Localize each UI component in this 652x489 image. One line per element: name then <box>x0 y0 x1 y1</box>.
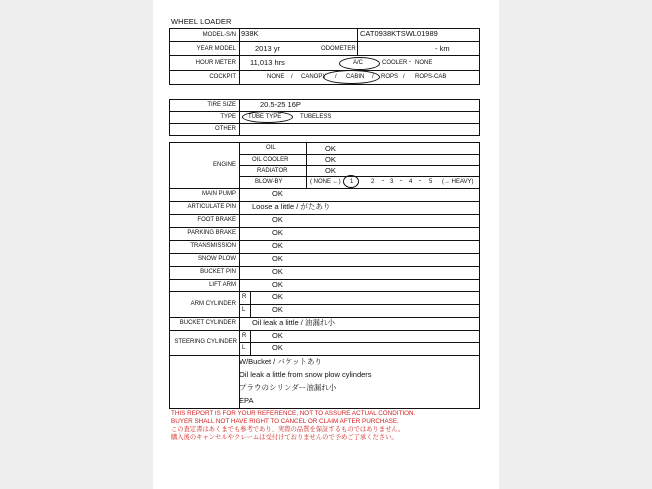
ac-option: A/C <box>353 60 364 66</box>
lift-arm-label: LIFT ARM <box>209 282 236 288</box>
snow-plow-value: OK <box>272 254 283 263</box>
oil-label: OIL <box>266 145 276 151</box>
tire-size-value: 20.5-25 16P <box>260 100 301 109</box>
disclaimer-line: 購入後のキャンセルやクレームは受付けておりませんので予めご了承ください。 <box>171 434 398 441</box>
disclaimer-line: THIS REPORT IS FOR YOUR REFERENCE, NOT TO ASSURE ACTUAL CONDITION. <box>171 410 416 417</box>
hour-meter-label: HOUR METER <box>195 60 236 66</box>
steering-cylinder-l-value: OK <box>272 343 283 352</box>
arm-cylinder-l-label: L <box>242 307 246 313</box>
remark-line: EPA <box>239 396 254 405</box>
remark-line: Oil leak a little from snow plow cylinders <box>239 370 372 379</box>
odometer-value: - km <box>435 44 450 53</box>
steering-cylinder-r-label: R <box>242 333 247 339</box>
tire-type-label: TYPE <box>220 114 236 120</box>
bucket-cylinder-value: Oil leak a little / 油漏れ小 <box>252 318 335 327</box>
cockpit-cabin: CABIN <box>346 74 365 80</box>
blow-by-scale-start: ( NONE ←) <box>310 179 341 185</box>
none-option: NONE <box>415 60 433 66</box>
year-label: YEAR MODEL <box>196 46 236 52</box>
foot-brake-label: FOOT BRAKE <box>197 217 236 223</box>
report-title: WHEEL LOADER <box>171 17 232 26</box>
blow-by-scale-end: (→ HEAVY) <box>442 179 474 185</box>
remark-line: W/Bucket / バケットあり <box>239 357 322 366</box>
bucket-cylinder-label: BUCKET CYLINDER <box>179 320 236 326</box>
parking-brake-value: OK <box>272 228 283 237</box>
model-label: MODEL-S/N <box>202 32 236 38</box>
remark-line: プラウのシリンダー油漏れ小 <box>239 383 337 392</box>
oil-cooler-label: OIL COOLER <box>252 157 289 163</box>
disclaimer-line: BUYER SHALL NOT HAVE RIGHT TO CANCEL OR CLAIM AFTER PURCHASE. <box>171 418 399 425</box>
arm-cylinder-r-label: R <box>242 294 247 300</box>
cooler-option: COOLER <box>382 60 408 66</box>
radiator-label: RADIATOR <box>257 168 288 174</box>
oil-cooler-value: OK <box>325 155 336 164</box>
cockpit-rops: ROPS <box>381 74 399 80</box>
blow-by-level-3: 3 <box>390 179 394 185</box>
lift-arm-value: OK <box>272 280 283 289</box>
year-value: 2013 yr <box>255 44 281 53</box>
arm-cylinder-label: ARM CYLINDER <box>190 301 236 307</box>
bucket-pin-label: BUCKET PIN <box>200 269 236 275</box>
cockpit-rops-cab: ROPS-CAB <box>415 74 447 80</box>
radiator-value: OK <box>325 166 336 175</box>
tubeless-option: TUBELESS <box>300 114 332 120</box>
blow-by-level-2: 2 <box>371 179 375 185</box>
foot-brake-value: OK <box>272 215 283 224</box>
main-pump-label: MAIN PUMP <box>201 191 236 197</box>
serial-value: CAT0938KTSWL01989 <box>360 29 438 38</box>
snow-plow-label: SNOW PLOW <box>197 256 236 262</box>
blow-by-level-1: 1 <box>350 179 354 185</box>
articulate-pin-label: ARTICULATE PIN <box>187 204 236 210</box>
cockpit-none: NONE <box>267 74 285 80</box>
model-value: 938K <box>241 29 259 38</box>
blow-by-level-4: 4 <box>409 179 413 185</box>
cockpit-label: COCKPIT <box>209 74 236 80</box>
main-pump-value: OK <box>272 189 283 198</box>
disclaimer-line: この査定書はあくまでも参考であり、実際の品質を保証するものではありません。 <box>171 426 405 433</box>
transmission-label: TRANSMISSION <box>190 243 236 249</box>
oil-value: OK <box>325 144 336 153</box>
arm-cylinder-l-value: OK <box>272 305 283 314</box>
steering-cylinder-l-label: L <box>242 345 246 351</box>
hour-meter-value: 11,013 hrs <box>250 58 285 67</box>
steering-cylinder-label: STEERING CYLINDER <box>174 339 237 345</box>
cockpit-canopy: CANOPY <box>301 74 327 80</box>
blow-by-label: BLOW-BY <box>255 179 283 185</box>
inspection-report-sheet: WHEEL LOADER MODEL-S/N 938K CAT0938KTSWL01989 YEAR MODEL 2013 yr ODOMETER - km HOUR METER 11,013 hrs A/C ・ COOLER ・ NONE COCKPIT NONE / CANOPY / CABIN / ROPS / ROPS-CAB TIRE SIZE 20.5-25 16P TYPE TUBE TYPE TUBELESS OTHER ENGINE OIL OK OIL COOLER OK RADIATOR OK BLOW-BY ( NONE ←) 1 2 ・ 3 ・ 4 ・ 5 (→ HEAVY) MAIN PUMP OK ARTICULATE PIN Loose a little / がたあり FOOT BRAKE OK PARKING BRAKE OK TRANSMISSION OK SNOW PLOW OK BUCKET PIN OK LIFT ARM OK ARM CYLINDER R OK L OK BUCKET CYLINDER Oil leak a little / 油漏れ小 STEERING CYLINDER R OK L OK W/Bucket / バケットあり Oil leak a little from snow plow cylinders プラウのシリンダー油漏れ小 EPA THIS REPORT IS FOR YOUR REFERENCE, NOT TO ASSURE ACTUAL CONDITION. BUYER SHALL NOT HAVE RIGHT TO CANCEL OR CLAIM AFTER PURCHASE. この査定書はあくまでも参考であり、実際の品質を保証するものではありません。 購入後のキャンセルやクレームは受付けておりませんので予めご了承ください。 <box>153 0 499 489</box>
tube-type-option: TUBE TYPE <box>248 114 282 120</box>
arm-cylinder-r-value: OK <box>272 292 283 301</box>
odometer-label: ODOMETER <box>321 46 356 52</box>
blow-by-level-5: 5 <box>429 179 433 185</box>
tire-size-label: TIRE SIZE <box>207 102 236 108</box>
bucket-pin-value: OK <box>272 267 283 276</box>
transmission-value: OK <box>272 241 283 250</box>
engine-label: ENGINE <box>212 162 236 168</box>
tire-other-label: OTHER <box>215 126 236 132</box>
steering-cylinder-r-value: OK <box>272 331 283 340</box>
parking-brake-label: PARKING BRAKE <box>187 230 236 236</box>
articulate-pin-value: Loose a little / がたあり <box>252 202 331 211</box>
